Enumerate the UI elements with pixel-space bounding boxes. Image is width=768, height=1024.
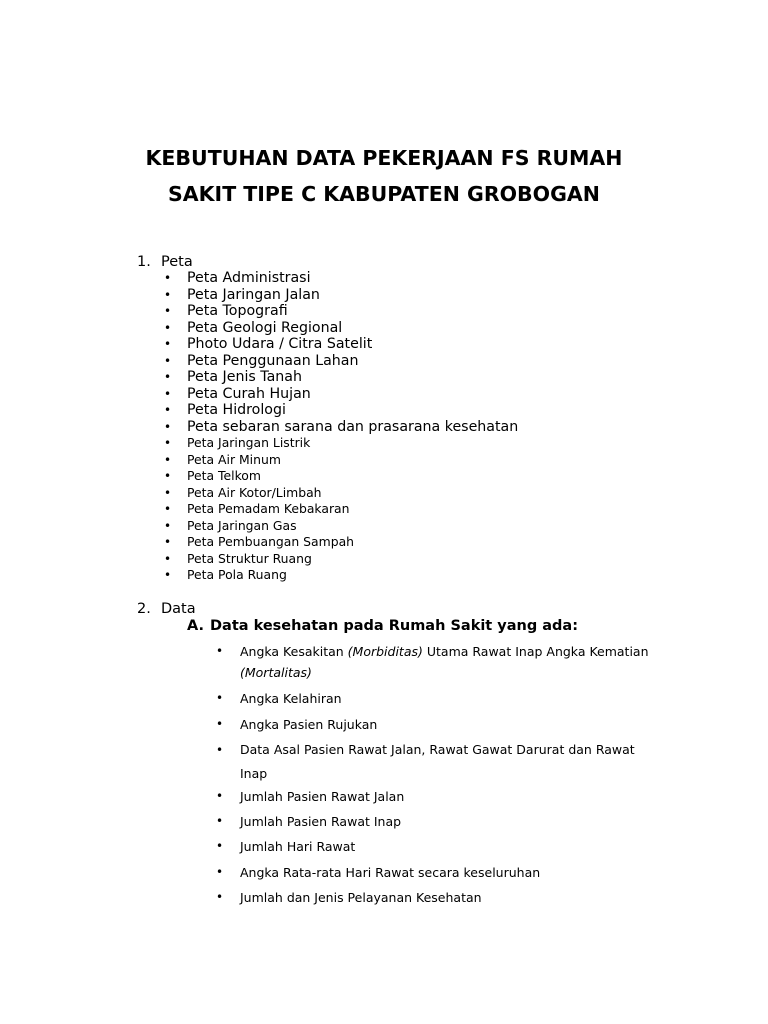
list-item [216,714,656,735]
list-item [216,811,656,832]
bullet-icon: • [164,403,172,417]
list-item [216,641,656,683]
list-item: • Peta Pola Ruang [164,567,287,582]
list-item: • Peta Topografi [164,303,288,319]
peta-list [164,270,518,584]
bullet-icon: • [164,436,172,450]
document-title-line-2: SAKIT TIPE C KABUPATEN GROBOGAN [168,182,600,206]
bullet-icon: • [216,691,224,705]
list-item-text: Jumlah Pasien Rawat Jalan [240,789,405,804]
subsection-letter: A. [187,618,204,634]
list-item: • Peta Geologi Regional [164,319,343,336]
subsection-label: Data kesehatan pada Rumah Sakit yang ada: [210,618,579,634]
bullet-icon: • [164,419,172,434]
bullet-icon: • [164,485,172,500]
bullet-icon: • [216,814,224,828]
document-title-line-1: KEBUTUHAN DATA PEKERJAAN FS RUMAH [145,146,623,170]
list-item-text: Angka Kelahiran [240,691,342,706]
bullet-icon: • [216,839,224,853]
bullet-icon: • [164,304,172,318]
list-item: • Peta Jaringan Gas [164,517,297,533]
bullet-icon: • [164,551,172,566]
list-item: • Peta Penggunaan Lahan [164,352,359,369]
list-item: • Peta Jaringan Listrik [164,435,311,450]
list-item [216,887,656,908]
bullet-icon: • [164,386,172,401]
list-item: • Peta Jenis Tanah [164,369,302,385]
list-item: • Peta Curah Hujan [164,385,311,402]
list-item [216,862,656,883]
subsection-a-heading [187,618,578,635]
list-item-text: Angka Pasien Rujukan [240,717,378,732]
bullet-icon: • [164,518,172,533]
list-item: • Peta Pembuangan Sampah [164,534,355,549]
list-item: • Peta sebaran sarana dan prasarana kesehatan [164,418,519,435]
bullet-icon: • [164,271,172,285]
list-item: • Peta Telkom [164,468,261,483]
bullet-icon: • [216,717,224,731]
list-item [216,786,656,807]
list-item-text: Jumlah Pasien Rawat Inap [240,814,402,829]
bullet-icon: • [216,743,224,757]
section-number: 2. [137,601,151,617]
bullet-icon: • [164,370,172,384]
bullet-icon: • [164,452,172,467]
bullet-icon: • [216,644,224,658]
bullet-icon: • [216,865,224,879]
section-label: Peta [161,254,193,270]
list-item-text: Angka Kesakitan (Morbiditas) Utama Rawat Inap Angka Kematian (Mortalitas) [240,644,649,680]
list-item-text: Angka Rata-rata Hari Rawat secara keseluruhan [240,865,541,880]
list-item [216,688,656,709]
list-item: • Peta Pemadam Kebakaran [164,501,350,516]
list-item: • Peta Air Kotor/Limbah [164,484,322,500]
list-item: • Peta Jaringan Jalan [164,286,320,303]
list-item-text: Jumlah Hari Rawat [240,839,356,854]
bullet-icon: • [164,568,172,582]
list-item: • Peta Struktur Ruang [164,550,312,566]
list-item [216,836,656,857]
bullet-icon: • [164,353,172,368]
bullet-icon: • [164,320,172,335]
bullet-icon: • [164,502,172,516]
bullet-icon: • [164,469,172,483]
list-item: • Peta Administrasi [164,270,311,286]
section-label: Data [161,601,196,617]
list-item-text: Data Asal Pasien Rawat Jalan, Rawat Gawat Darurat dan Rawat Inap [240,742,635,781]
section-number: 1. [137,254,151,270]
bullet-icon: • [164,337,172,351]
list-item [216,738,656,786]
bullet-icon: • [164,535,172,549]
bullet-icon: • [216,890,224,904]
list-item: • Peta Hidrologi [164,402,286,418]
bullet-icon: • [164,287,172,302]
bullet-icon: • [216,789,224,803]
list-item-text: Jumlah dan Jenis Pelayanan Kesehatan [240,890,482,905]
list-item: • Photo Udara / Citra Satelit [164,336,373,352]
list-item: • Peta Air Minum [164,451,281,467]
